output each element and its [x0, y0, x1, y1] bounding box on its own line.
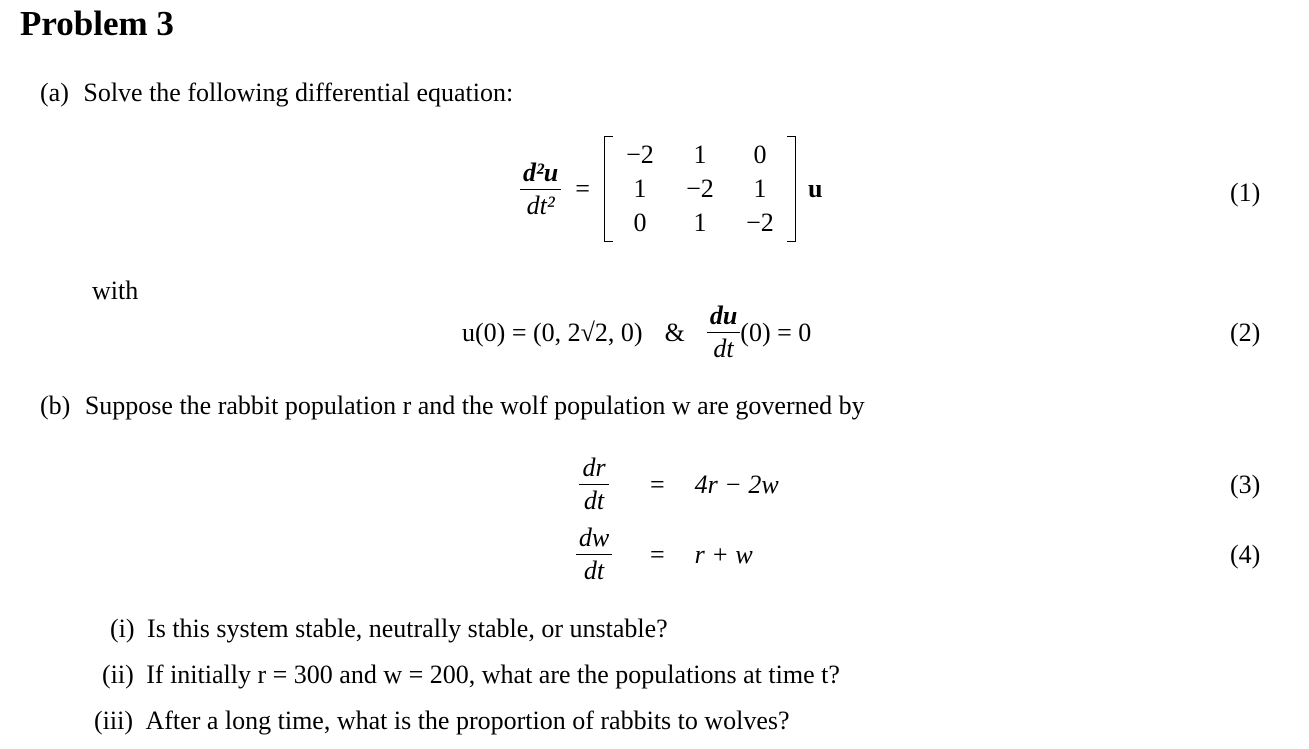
matrix-cell: −2 [686, 174, 714, 203]
question-text: Is this system stable, neutrally stable, or unstable? [147, 614, 668, 643]
matrix-cell: 1 [633, 174, 647, 203]
matrix-cell: 1 [693, 140, 707, 169]
equals-sign: = [650, 539, 665, 569]
question-text: If initially r = 300 and w = 200, what are the populations at time t? [146, 660, 840, 689]
coefficient-matrix [604, 140, 796, 238]
initial-condition-du: (0) = 0 [740, 317, 812, 347]
equation-3 [572, 452, 779, 517]
equals-sign: = [575, 174, 590, 203]
question-label: (ii) [102, 660, 134, 689]
rhs-expression: 4r − 2w [694, 469, 779, 499]
question-i [110, 614, 668, 644]
equals-sign: = [650, 469, 665, 499]
equation-number-1: (1) [1230, 178, 1261, 207]
denominator: dt [583, 486, 605, 515]
matrix-cell: 1 [753, 174, 767, 203]
equation-number-2: (2) [1230, 318, 1261, 347]
matrix-cell: 1 [693, 208, 707, 237]
ampersand: & [664, 317, 685, 347]
rhs-expression: r + w [694, 539, 753, 569]
part-b-text: Suppose the rabbit population r and the wolf population w are governed by [84, 391, 865, 420]
with-text: with [92, 276, 139, 305]
denominator: dt [583, 556, 605, 585]
equation-1 [520, 140, 822, 238]
matrix-cell: 0 [633, 208, 647, 237]
question-iii [94, 706, 790, 736]
part-a-heading [40, 78, 513, 108]
numerator: du [707, 300, 740, 333]
question-ii [102, 660, 840, 690]
part-b-label: (b) [40, 391, 71, 420]
dw-dt-fraction [572, 522, 616, 587]
numerator: dw [576, 522, 612, 555]
part-b-heading [40, 391, 865, 421]
matrix-cell: −2 [746, 208, 774, 237]
equation-2 [462, 300, 811, 365]
matrix-cell: 0 [753, 140, 767, 169]
lhs-denominator: dt² [526, 190, 555, 220]
dr-dt-fraction [572, 452, 616, 517]
part-a-label: (a) [40, 78, 69, 107]
part-a-text: Solve the following differential equation: [83, 78, 514, 107]
problem-title: Problem 3 [20, 4, 174, 43]
lhs-fraction [520, 157, 561, 222]
numerator: dr [579, 452, 608, 485]
equation-number-4: (4) [1230, 540, 1261, 569]
question-label: (i) [110, 614, 135, 643]
lhs-numerator: d²u [520, 157, 561, 190]
initial-condition-u: u(0) = (0, 2√2, 0) [462, 317, 643, 347]
du-dt-fraction [707, 300, 740, 365]
equation-number-3: (3) [1230, 470, 1261, 499]
question-text: After a long time, what is the proportion of rabbits to wolves? [145, 706, 790, 735]
question-label: (iii) [94, 706, 133, 735]
equation-4 [572, 522, 753, 587]
rhs-vector: u [807, 174, 823, 203]
denominator: dt [713, 334, 734, 363]
matrix-cell: −2 [626, 140, 654, 169]
